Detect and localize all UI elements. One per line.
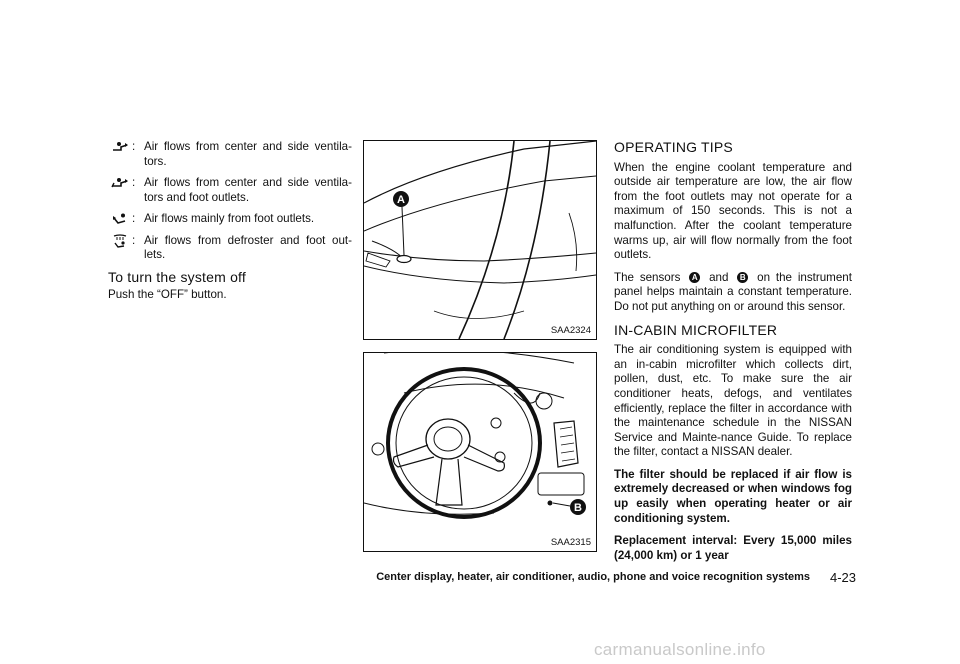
mode-defrost-foot: : Air flows from defroster and foot out-lets. xyxy=(108,234,352,263)
left-column xyxy=(108,140,352,303)
marker-b: B xyxy=(574,502,582,514)
operating-tips-text: When the engine coolant temperature and outside air temperature are low, the air flow from the foot outlets may not operate for a maximum of 150 seconds. This is not a malfunction. After the coolant temperature warms up, air will flow normally from the foot outlets. xyxy=(614,160,852,262)
mode-bi-level-text: Air flows from center and side ventila-tors and foot outlets. xyxy=(144,176,352,204)
mode-vent: : Air flows from center and side ventila-tors. xyxy=(108,140,352,169)
marker-a: A xyxy=(397,194,405,206)
turn-off-heading: To turn the system off xyxy=(108,268,246,285)
figure-sensor-b xyxy=(363,352,597,552)
figure-sensor-a xyxy=(363,140,597,340)
filter-warning-text: The filter should be replaced if air flow is extremely decreased or when windows fog up easily when operating heater or air conditioning system. xyxy=(614,467,852,525)
mode-defrost-foot-text: Air flows from defroster and foot out-lets. xyxy=(144,233,352,261)
footer-section-title: Center display, heater, air conditioner, audio, phone and voice recognition systems xyxy=(376,571,810,583)
foot-icon xyxy=(108,212,132,226)
bi-level-icon xyxy=(108,176,132,190)
watermark: carmanualsonline.info xyxy=(594,640,766,659)
figure-caption: SAA2315 xyxy=(550,537,591,548)
turn-off-text: Push the “OFF” button. xyxy=(108,288,227,301)
operating-tips-heading: OPERATING TIPS xyxy=(614,139,733,155)
microfilter-text: The air conditioning system is equipped with an in-cabin microfilter which collects dirt, pollen, dust, etc. To make sure the air conditioner heats, defogs, and ventilates efficiently, replace the filter in accordance with the maintenance schedule in the NISSAN Service and Mainte-nance Guide. To replace the filter, contact a NISSAN dealer. xyxy=(614,343,852,459)
sensors-text: The sensors A and B on the instrument panel helps maintain a constant temperature. Do not put anything on or around this sensor. xyxy=(614,270,852,313)
mode-bi-level: : Air flows from center and side ventila-tors and foot outlets. xyxy=(108,176,352,205)
microfilter-heading: IN-CABIN MICROFILTER xyxy=(614,321,778,338)
right-column xyxy=(614,140,852,571)
sensor-a-marker: A xyxy=(689,272,700,283)
mode-foot-text: Air flows mainly from foot outlets. xyxy=(144,212,315,225)
replacement-interval-text: Replacement interval: Every 15,000 miles (24,000 km) or 1 year xyxy=(614,534,852,562)
figure-caption: SAA2324 xyxy=(550,325,591,336)
defrost-foot-icon xyxy=(108,234,132,248)
sensor-b-marker: B xyxy=(737,272,748,283)
vent-icon xyxy=(108,140,132,154)
page-number: 4-23 xyxy=(829,570,856,585)
mode-vent-text: Air flows from center and side ventila-tors. xyxy=(144,140,352,168)
sensor-a-illustration xyxy=(364,141,596,339)
steering-wheel-illustration xyxy=(364,353,596,551)
mode-foot: : Air flows mainly from foot outlets. xyxy=(108,212,352,227)
